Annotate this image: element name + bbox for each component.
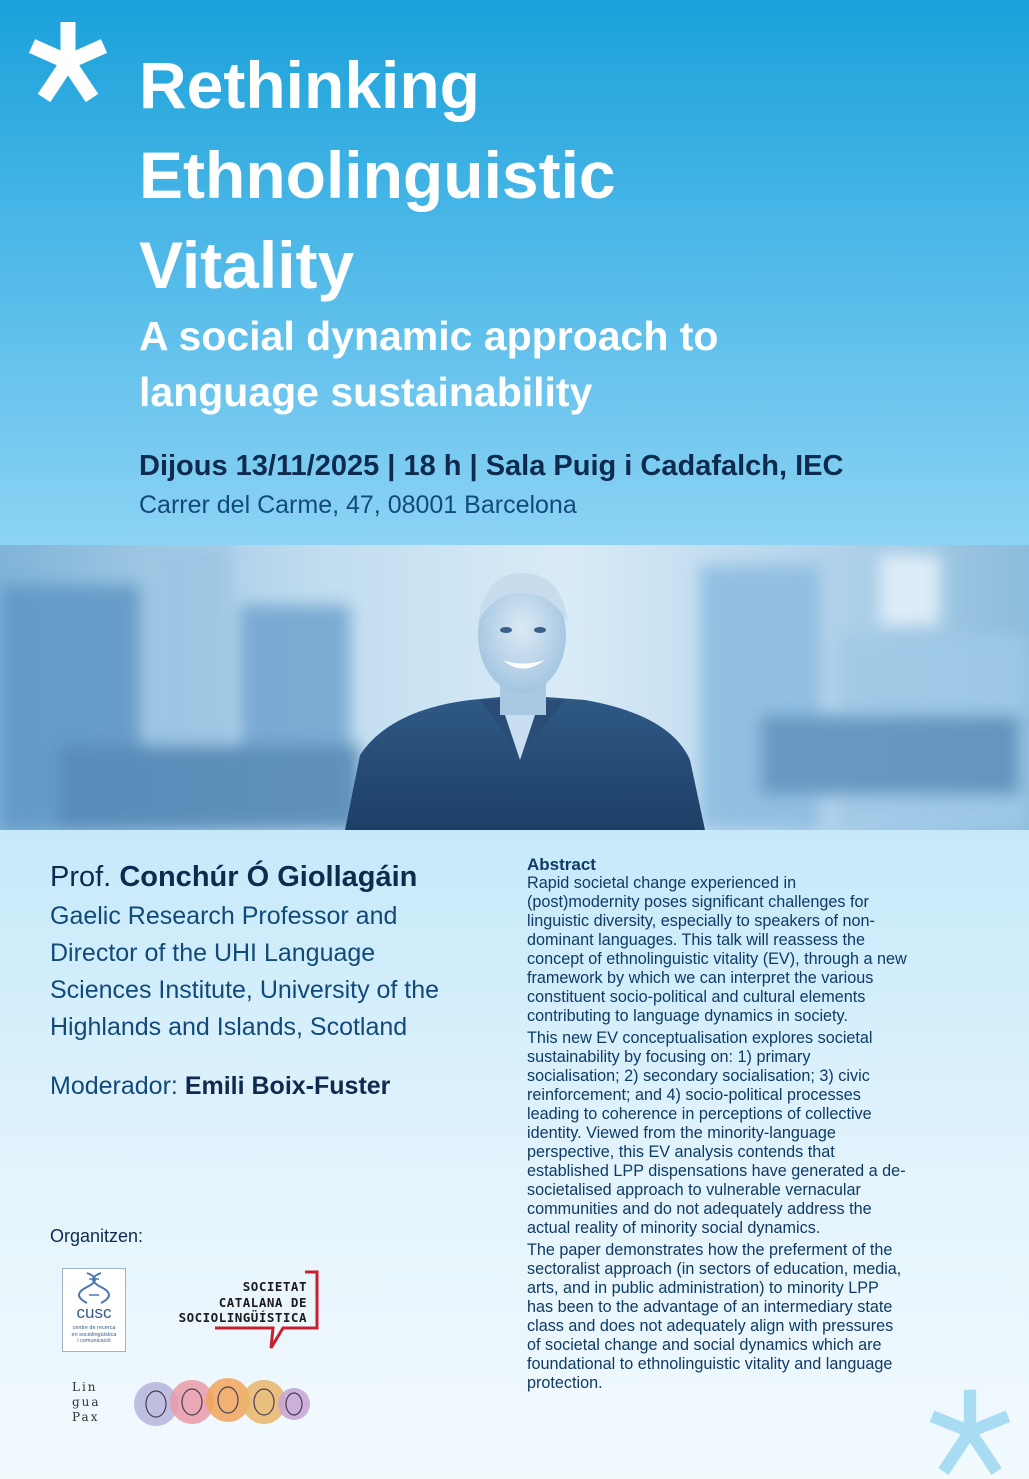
abstract-paragraph <box>527 874 987 1026</box>
event-address: Carrer del Carme, 47, 08001 Barcelona <box>139 491 577 519</box>
cusc-logo <box>62 1268 126 1352</box>
header-banner <box>0 0 1029 545</box>
abstract-line: socialisation; 2) secondary socialisation; 3) civic <box>527 1067 870 1085</box>
subtitle-line: language sustainability <box>139 369 593 415</box>
cusc-subtitle-line: centre de recerca <box>72 1325 116 1331</box>
subtitle-line: A social dynamic approach to <box>139 313 719 359</box>
abstract-line: protection. <box>527 1374 603 1392</box>
speaker-name <box>50 858 417 896</box>
abstract-line: identity. Viewed from the minority-language <box>527 1124 836 1142</box>
abstract-line: (post)modernity poses significant challenges for <box>527 893 869 911</box>
abstract-line: constituent socio-political and cultural elements <box>527 988 866 1006</box>
cusc-subtitle-line: en sociolingüística <box>71 1331 117 1338</box>
linguapax-line: Lin <box>72 1380 98 1394</box>
scs-logo-text <box>155 1279 307 1326</box>
abstract <box>527 855 987 1393</box>
abstract-line: leading to coherence in perceptions of collective <box>527 1105 872 1123</box>
abstract-line: has been to the advantage of an intermediary state <box>527 1298 893 1316</box>
speaker-prefix: Prof. <box>50 861 112 893</box>
abstract-line: This new EV conceptualisation explores societal <box>527 1029 873 1047</box>
speaker-fullname: Conchúr Ó Giollagáin <box>119 861 418 893</box>
abstract-line: sustainability by focusing on: 1) primary <box>527 1048 811 1066</box>
abstract-line: established LPP dispensations have generated a de- <box>527 1162 906 1180</box>
linguapax-logo <box>72 1380 116 1432</box>
abstract-line: of societal change and social dynamics which are <box>527 1336 882 1354</box>
affiliation-line: Highlands and Islands, Scotland <box>50 1013 408 1041</box>
moderator-name: Emili Boix-Fuster <box>184 1072 391 1100</box>
affiliation-line: Sciences Institute, University of the <box>50 976 440 1004</box>
abstract-line: reinforcement; and 4) socio-political processes <box>527 1086 861 1104</box>
abstract-heading: Abstract <box>527 855 596 874</box>
cusc-logo-text: cusc <box>76 1303 112 1322</box>
linguapax-line: Pax <box>72 1410 100 1424</box>
asterisk-icon <box>22 8 114 108</box>
affiliation-line: Gaelic Research Professor and <box>50 902 398 930</box>
title-line: Vitality <box>139 228 355 302</box>
scs-line: SOCIOLINGÜÍSTICA <box>178 1310 307 1325</box>
speaker-photo-illustration <box>0 545 1029 830</box>
moderator <box>50 1068 390 1104</box>
cusc-logo-subtitle <box>65 1325 123 1345</box>
abstract-line: class and does not adequately align with pressures <box>527 1317 894 1335</box>
speaker-affiliation <box>50 898 500 1046</box>
abstract-line: societalised approach to vulnerable vernacular <box>527 1181 861 1199</box>
abstract-line: linguistic diversity, especially to speakers of non- <box>527 912 875 930</box>
abstract-line: actual reality of minority social dynamics. <box>527 1219 821 1237</box>
asterisk-icon-decorative <box>925 1384 1015 1479</box>
organizers-label: Organitzen: <box>50 1226 144 1246</box>
abstract-line: sectoralist approach (in sectors of education, media, <box>527 1260 902 1278</box>
abstract-line: perspective, this EV analysis contends that <box>527 1143 835 1161</box>
event-datetime-venue: Dijous 13/11/2025 | 18 h | Sala Puig i Cadafalch, IEC <box>139 450 844 482</box>
event-title <box>139 40 1009 310</box>
abstract-line: communities and do not adequately address the <box>527 1200 872 1218</box>
moderator-label: Moderador: <box>50 1072 178 1100</box>
abstract-line: contributing to language dynamics in society. <box>527 1007 848 1025</box>
dna-icon <box>63 1271 125 1305</box>
abstract-line: The paper demonstrates how the preferment of the <box>527 1241 893 1259</box>
event-subtitle <box>139 308 1009 420</box>
linguapax-line: gua <box>72 1395 101 1409</box>
abstract-line: framework by which we can interpret the various <box>527 969 874 987</box>
title-line: Ethnolinguistic <box>139 138 616 212</box>
abstract-paragraph <box>527 1029 987 1238</box>
title-line: Rethinking <box>139 48 480 122</box>
abstract-line: dominant languages. This talk will reassess the <box>527 931 866 949</box>
abstract-line: concept of ethnolinguistic vitality (EV), through a new <box>527 950 907 968</box>
scs-line: CATALANA DE <box>218 1294 307 1310</box>
scs-line: SOCIETAT <box>242 1279 307 1294</box>
affiliation-line: Director of the UHI Language <box>50 939 376 967</box>
societat-catalana-sociolinguistica-logo <box>155 1270 321 1352</box>
abstract-line: arts, and in public administration) to minority LPP <box>527 1279 879 1297</box>
abstract-line: Rapid societal change experienced in <box>527 874 797 892</box>
abstract-paragraph <box>527 1241 987 1393</box>
speaker-photo <box>0 545 1029 830</box>
abstract-line: foundational to ethnolinguistic vitality and language <box>527 1355 893 1373</box>
watercolor-faces-logo <box>134 1372 310 1432</box>
cusc-subtitle-line: i comunicació <box>77 1338 111 1344</box>
